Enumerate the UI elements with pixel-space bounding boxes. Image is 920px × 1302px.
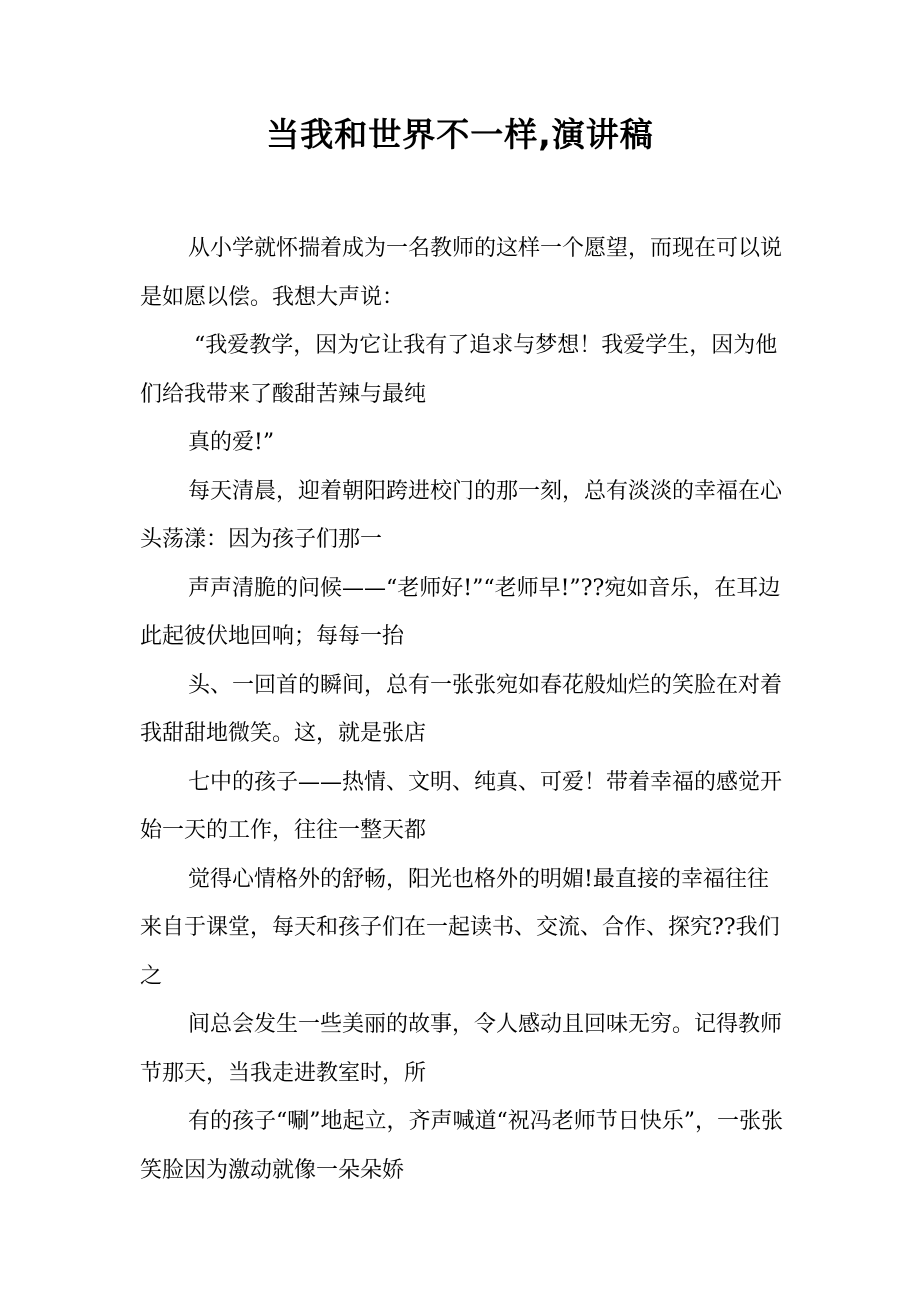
paragraph: 每天清晨，迎着朝阳跨进校门的那一刻，总有淡淡的幸福在心头荡漾：因为孩子们那一	[140, 478, 783, 552]
document-body	[140, 225, 790, 1195]
document-title: 当我和世界不一样,演讲稿	[266, 115, 654, 154]
paragraph: 真的爱!”	[188, 430, 275, 455]
paragraph: 声声清脆的问候——“老师好!”“老师早!”??宛如音乐，在耳边此起彼伏地回响；每每一抬	[140, 575, 781, 649]
paragraph: 七中的孩子——热情、文明、纯真、可爱！带着幸福的感觉开始一天的工作，往往一整天都	[140, 769, 783, 843]
paragraph: 有的孩子“唰”地起立，齐声喊道“祝冯老师节日快乐”，一张张笑脸因为激动就像一朵朵娇	[140, 1109, 783, 1183]
paragraph: 头、一回首的瞬间，总有一张张宛如春花般灿烂的笑脸在对着我甜甜地微笑。这，就是张店	[140, 672, 783, 746]
paragraph: 觉得心情格外的舒畅，阳光也格外的明媚!最直接的幸福往往来自于课堂，每天和孩子们在一起读书、交流、合作、探究??我们之	[140, 866, 780, 989]
paragraph: 间总会发生一些美丽的故事，令人感动且回味无穷。记得教师节那天，当我走进教室时，所	[140, 1012, 783, 1086]
paragraph: “我爱教学，因为它让我有了追求与梦想！我爱学生，因为他们给我带来了酸甜苦辣与最纯	[140, 333, 778, 407]
paragraph: 从小学就怀揣着成为一名教师的这样一个愿望，而现在可以说是如愿以偿。我想大声说：	[140, 236, 783, 310]
